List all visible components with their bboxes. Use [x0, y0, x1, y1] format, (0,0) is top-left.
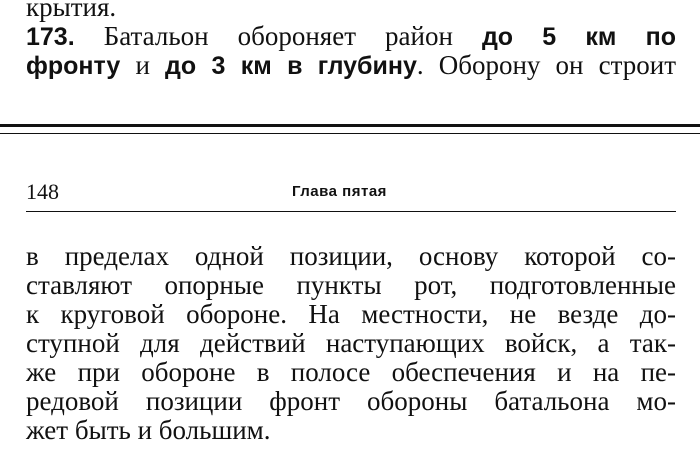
paragraph-173-bold-3: до 3 км в глубину [165, 52, 417, 80]
paragraph-number: 173. [26, 23, 75, 51]
paragraph-173-bold-2: фронту [26, 52, 121, 80]
body-line: в пределах одной позиции, основу которой со- [26, 241, 676, 271]
body-line: ставляют опорные пункты рот, подготовленные [26, 270, 676, 300]
body-line: редовой позиции фронт обороны батальона мо- [26, 386, 676, 416]
body-line: ступной для действий наступающих войск, а так- [26, 328, 676, 358]
body-paragraph [26, 242, 676, 445]
previous-page-line-fragment: крытия. [26, 0, 117, 22]
body-line: же при обороне в полосе обеспечения и на пе- [26, 357, 676, 387]
paragraph-173-bold-1: до 5 км по [481, 23, 677, 51]
paragraph-173-text-1: Батальон обороняет район [103, 21, 453, 51]
paragraph-173-text-2: и [135, 50, 150, 80]
paragraph-173-text-3: . Оборону он строит [416, 50, 677, 80]
paragraph-173-line-1 [26, 21, 676, 52]
body-line: жет быть и большим. [26, 415, 271, 445]
page-break-divider [0, 124, 700, 134]
page-number: 148 [26, 179, 59, 204]
paragraph-173-line-2 [26, 50, 676, 81]
chapter-running-head: Глава пятая [292, 183, 387, 200]
header-rule [26, 211, 676, 212]
body-line: к круговой обороне. На местности, не везде до- [26, 299, 676, 329]
